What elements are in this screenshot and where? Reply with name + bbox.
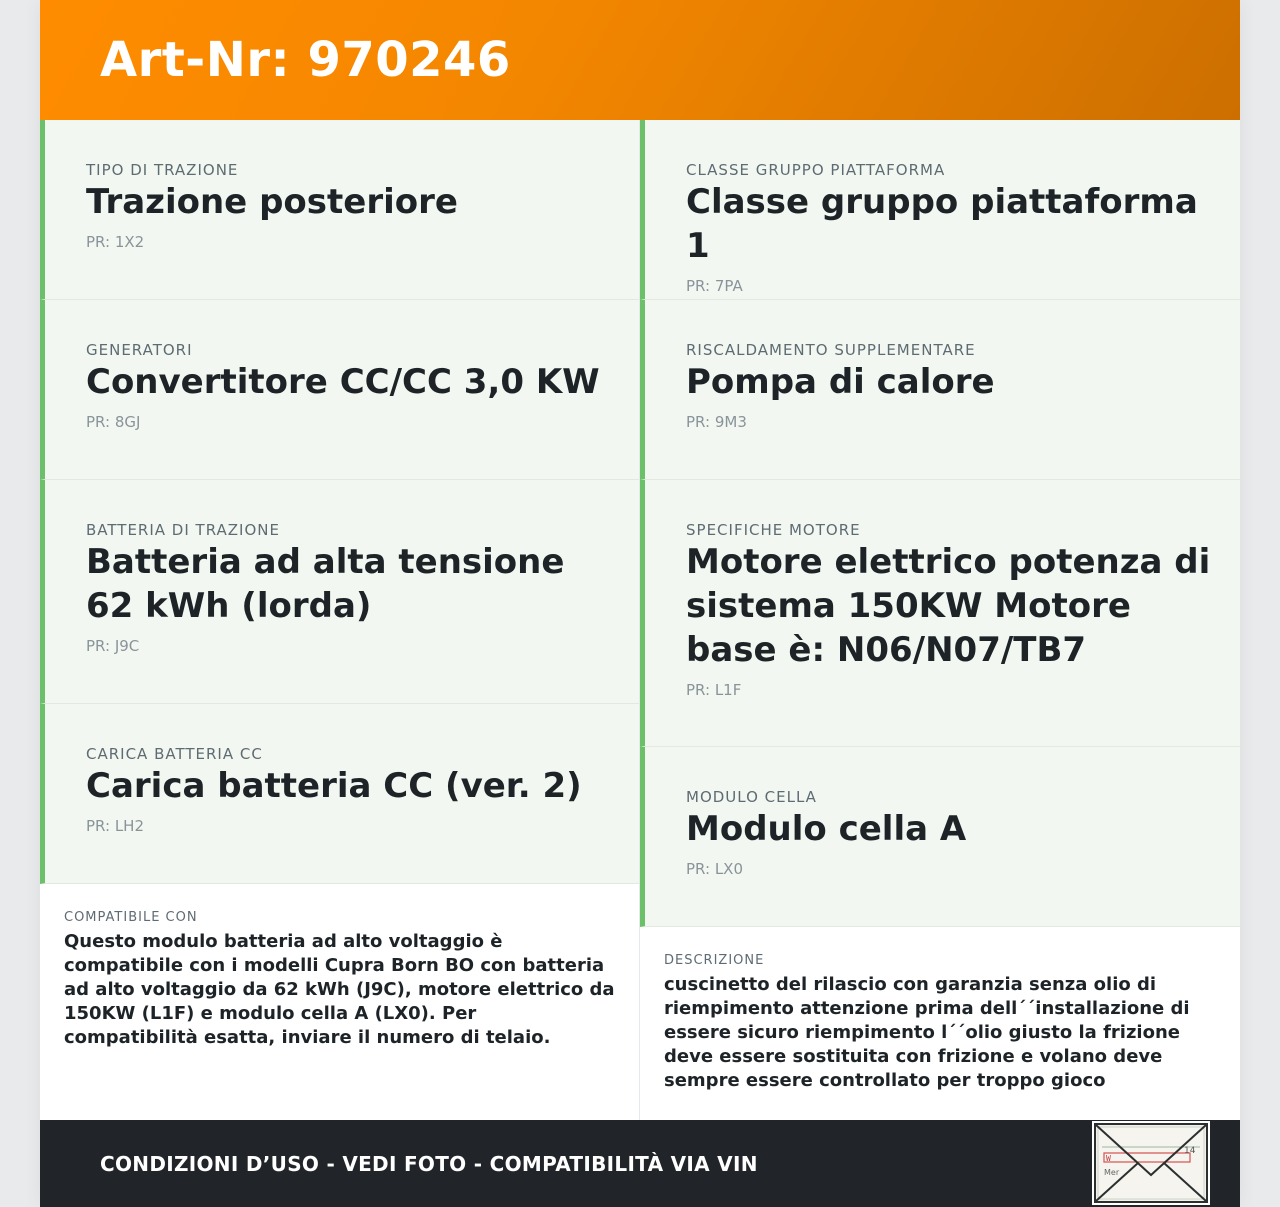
spec-card-batteria-trazione [40,480,639,704]
spec-label: TIPO DI TRAZIONE [86,161,239,179]
spec-columns [40,120,1240,1120]
envelope-icon [1094,1123,1208,1203]
spec-pr-code: PR: 1X2 [86,233,145,251]
spec-value: Modulo cella A [686,809,967,849]
article-number-title: Art-Nr: 970246 [100,32,511,88]
footer-bar [40,1120,1240,1207]
spec-pr-code: PR: 9M3 [686,413,747,431]
thumbnail-brand-text: Mer [1104,1168,1120,1177]
description-label: DESCRIZIONE [664,953,765,968]
product-sheet [40,0,1240,1207]
spec-card-riscaldamento [640,300,1240,480]
spec-pr-code: PR: LX0 [686,860,744,878]
spec-value: Motore elettrico potenza di sistema 150KW Motore base è: N06/N07/TB7 [686,542,1211,670]
description-section [640,927,1240,1120]
description-text: cuscinetto del rilascio con garanzia senza olio di riempimento attenzione prima dell´´installazione di essere sicuro riempimento l´´olio giusto la frizione deve essere sostituita con frizione e volano deve sempre essere controllato per troppo gioco [664,974,1190,1091]
thumbnail-mark-text: 14 [1184,1146,1196,1156]
spec-pr-code: PR: 8GJ [86,413,141,431]
left-column [40,120,640,1120]
spec-value: Classe gruppo piattaforma 1 [686,182,1198,266]
spec-card-classe-piattaforma [640,120,1240,300]
footer-links-text[interactable]: CONDIZIONI D’USO - VEDI FOTO - COMPATIBILITÀ VIA VIN [100,1151,758,1176]
thumbnail-code-text: W [1106,1154,1111,1163]
spec-pr-code: PR: 7PA [686,277,743,295]
photo-thumbnail[interactable] [1092,1121,1210,1205]
spec-label: GENERATORI [86,341,193,359]
spec-pr-code: PR: LH2 [86,817,145,835]
spec-card-motore [640,480,1240,747]
spec-card-carica-batteria [40,704,639,884]
spec-value: Pompa di calore [686,362,995,402]
spec-label: RISCALDAMENTO SUPPLEMENTARE [686,341,976,359]
spec-label: SPECIFICHE MOTORE [686,521,861,539]
spec-value: Convertitore CC/CC 3,0 KW [86,362,600,402]
compatibility-section [40,884,639,1120]
compatibility-label: COMPATIBILE CON [64,910,198,925]
spec-value: Batteria ad alta tensione 62 kWh (lorda) [86,542,565,626]
spec-card-modulo-cella [640,747,1240,927]
spec-value: Carica batteria CC (ver. 2) [86,766,582,806]
spec-pr-code: PR: L1F [686,681,742,699]
spec-pr-code: PR: J9C [86,637,140,655]
spec-value: Trazione posteriore [86,182,458,222]
spec-card-tipo-trazione [40,120,639,300]
right-column [640,120,1240,1120]
spec-label: MODULO CELLA [686,788,817,806]
header-banner [40,0,1240,120]
spec-label: BATTERIA DI TRAZIONE [86,521,280,539]
spec-label: CARICA BATTERIA CC [86,745,263,763]
compatibility-text: Questo modulo batteria ad alto voltaggio è compatibile con i modelli Cupra Born BO con batteria ad alto voltaggio da 62 kWh (J9C), motore elettrico da 150KW (L1F) e modulo cella A (LX0). Per compatibilità esatta, inviare il numero di telaio. [64,931,615,1048]
spec-card-generatori [40,300,639,480]
spec-label: CLASSE GRUPPO PIATTAFORMA [686,161,946,179]
